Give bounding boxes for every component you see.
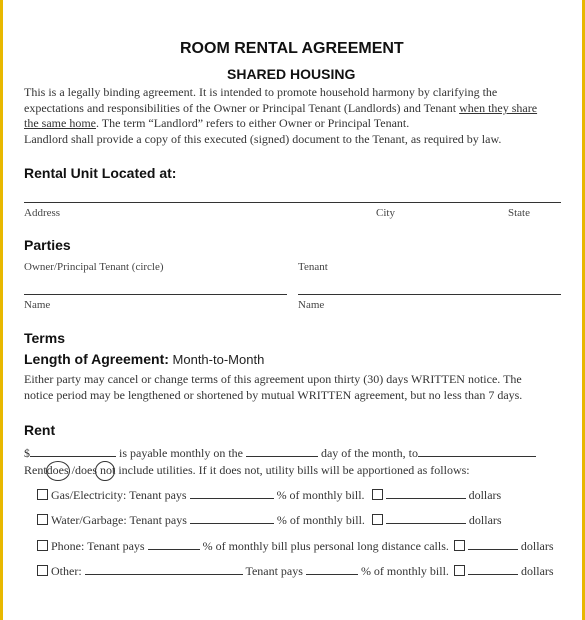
phone-dollars-checkbox[interactable] (454, 540, 465, 551)
tenant-name-label: Name (298, 299, 325, 311)
utilities-include-row (24, 463, 470, 478)
other-dollars-blank[interactable] (468, 564, 518, 575)
water-dollars-blank[interactable] (386, 513, 466, 524)
dollar-sign: $ (24, 446, 30, 460)
document-page (3, 0, 582, 620)
phone-percent-blank[interactable] (148, 539, 200, 550)
water-dollars-checkbox[interactable] (372, 514, 383, 525)
rental-unit-heading: Rental Unit Located at: (24, 165, 177, 181)
intro-line-2-underlined: when they share (459, 101, 538, 115)
notice-line-1: Either party may cancel or change terms of this agreement upon thirty (30) days WRITTEN notice. The (24, 372, 522, 386)
length-of-agreement (24, 351, 264, 369)
length-label: Length of Agreement: (24, 351, 169, 367)
document-subtitle: SHARED HOUSING (227, 66, 356, 82)
tenant-name-line[interactable] (298, 294, 561, 295)
water-percent-text: % of monthly bill. (276, 513, 365, 527)
owner-name-line[interactable] (24, 294, 287, 295)
rent-word: Rent (24, 463, 47, 477)
does-word[interactable]: does (46, 463, 69, 477)
city-label: City (376, 207, 395, 219)
other-percent-text: % of monthly bill. (360, 564, 449, 578)
phone-percent-text: % of monthly bill plus personal long distance calls. (202, 539, 449, 553)
other-percent-blank[interactable] (306, 564, 358, 575)
payee-blank[interactable] (418, 446, 536, 457)
phone-label: Phone: Tenant pays (51, 539, 145, 553)
does-circle-mark (46, 461, 70, 481)
intro-line-1: This is a legally binding agreement. It is intended to promote household harmony by clarifying the (24, 85, 498, 99)
gas-percent-blank[interactable] (190, 488, 274, 499)
phone-checkbox[interactable] (37, 540, 48, 551)
utility-row-other (37, 564, 554, 579)
gas-dollars-checkbox[interactable] (372, 489, 383, 500)
other-dollars-text: dollars (520, 564, 554, 578)
phone-dollars-blank[interactable] (468, 539, 518, 550)
state-label: State (508, 207, 530, 219)
other-description-blank[interactable] (85, 564, 243, 575)
gas-percent-text: % of monthly bill. (276, 488, 365, 502)
gas-dollars-text: dollars (468, 488, 502, 502)
water-label: Water/Garbage: Tenant pays (51, 513, 187, 527)
other-tenant-pays: Tenant pays (245, 564, 303, 578)
document-title: ROOM RENTAL AGREEMENT (180, 40, 404, 57)
length-value: Month-to-Month (168, 352, 265, 367)
utility-row-water (37, 513, 502, 528)
gas-checkbox[interactable] (37, 489, 48, 500)
phone-dollars-text: dollars (520, 539, 554, 553)
slash: / (71, 463, 76, 477)
utility-row-phone (37, 539, 554, 554)
gas-dollars-blank[interactable] (386, 488, 466, 499)
intro-line-4: Landlord shall provide a copy of this executed (signed) document to the Tenant, as required by law. (24, 132, 502, 146)
water-checkbox[interactable] (37, 514, 48, 525)
other-label: Other: (51, 564, 82, 578)
payable-text: is payable monthly on the (119, 446, 243, 460)
water-percent-blank[interactable] (190, 513, 274, 524)
tenant-label: Tenant (298, 261, 328, 273)
address-label: Address (24, 207, 61, 219)
gas-label: Gas/Electricity: Tenant pays (51, 488, 187, 502)
rent-amount-blank[interactable] (30, 446, 116, 457)
rent-heading: Rent (24, 422, 56, 438)
address-line[interactable] (24, 202, 561, 203)
other-checkbox[interactable] (37, 565, 48, 576)
intro-line-2-text: expectations and responsibilities of the Owner or Principal Tenant (Landlords) and Tenant (24, 101, 460, 115)
rent-amount-row (24, 446, 536, 461)
rent-day-blank[interactable] (246, 446, 318, 457)
day-text: day of the month, to (320, 446, 418, 460)
intro-line-3-text: . The term “Landlord” refers to either Owner or Principal Tenant. (95, 116, 410, 130)
notice-line-2: notice period may be lengthened or shortened by mutual WRITTEN agreement, but no less than 7 days. (24, 388, 523, 402)
parties-heading: Parties (24, 237, 71, 253)
intro-line-3 (24, 116, 409, 131)
terms-heading: Terms (24, 330, 65, 346)
does-not-text: does not include utilities. If it does not, utility bills will be apportioned as follows: (75, 463, 470, 477)
intro-line-3-underlined: the same home (24, 116, 96, 130)
other-dollars-checkbox[interactable] (454, 565, 465, 576)
intro-line-2 (24, 101, 537, 116)
owner-label: Owner/Principal Tenant (circle) (24, 261, 164, 273)
owner-name-label: Name (24, 299, 51, 311)
utility-row-gas (37, 488, 501, 503)
does-not-circle-mark (95, 461, 115, 481)
water-dollars-text: dollars (468, 513, 502, 527)
